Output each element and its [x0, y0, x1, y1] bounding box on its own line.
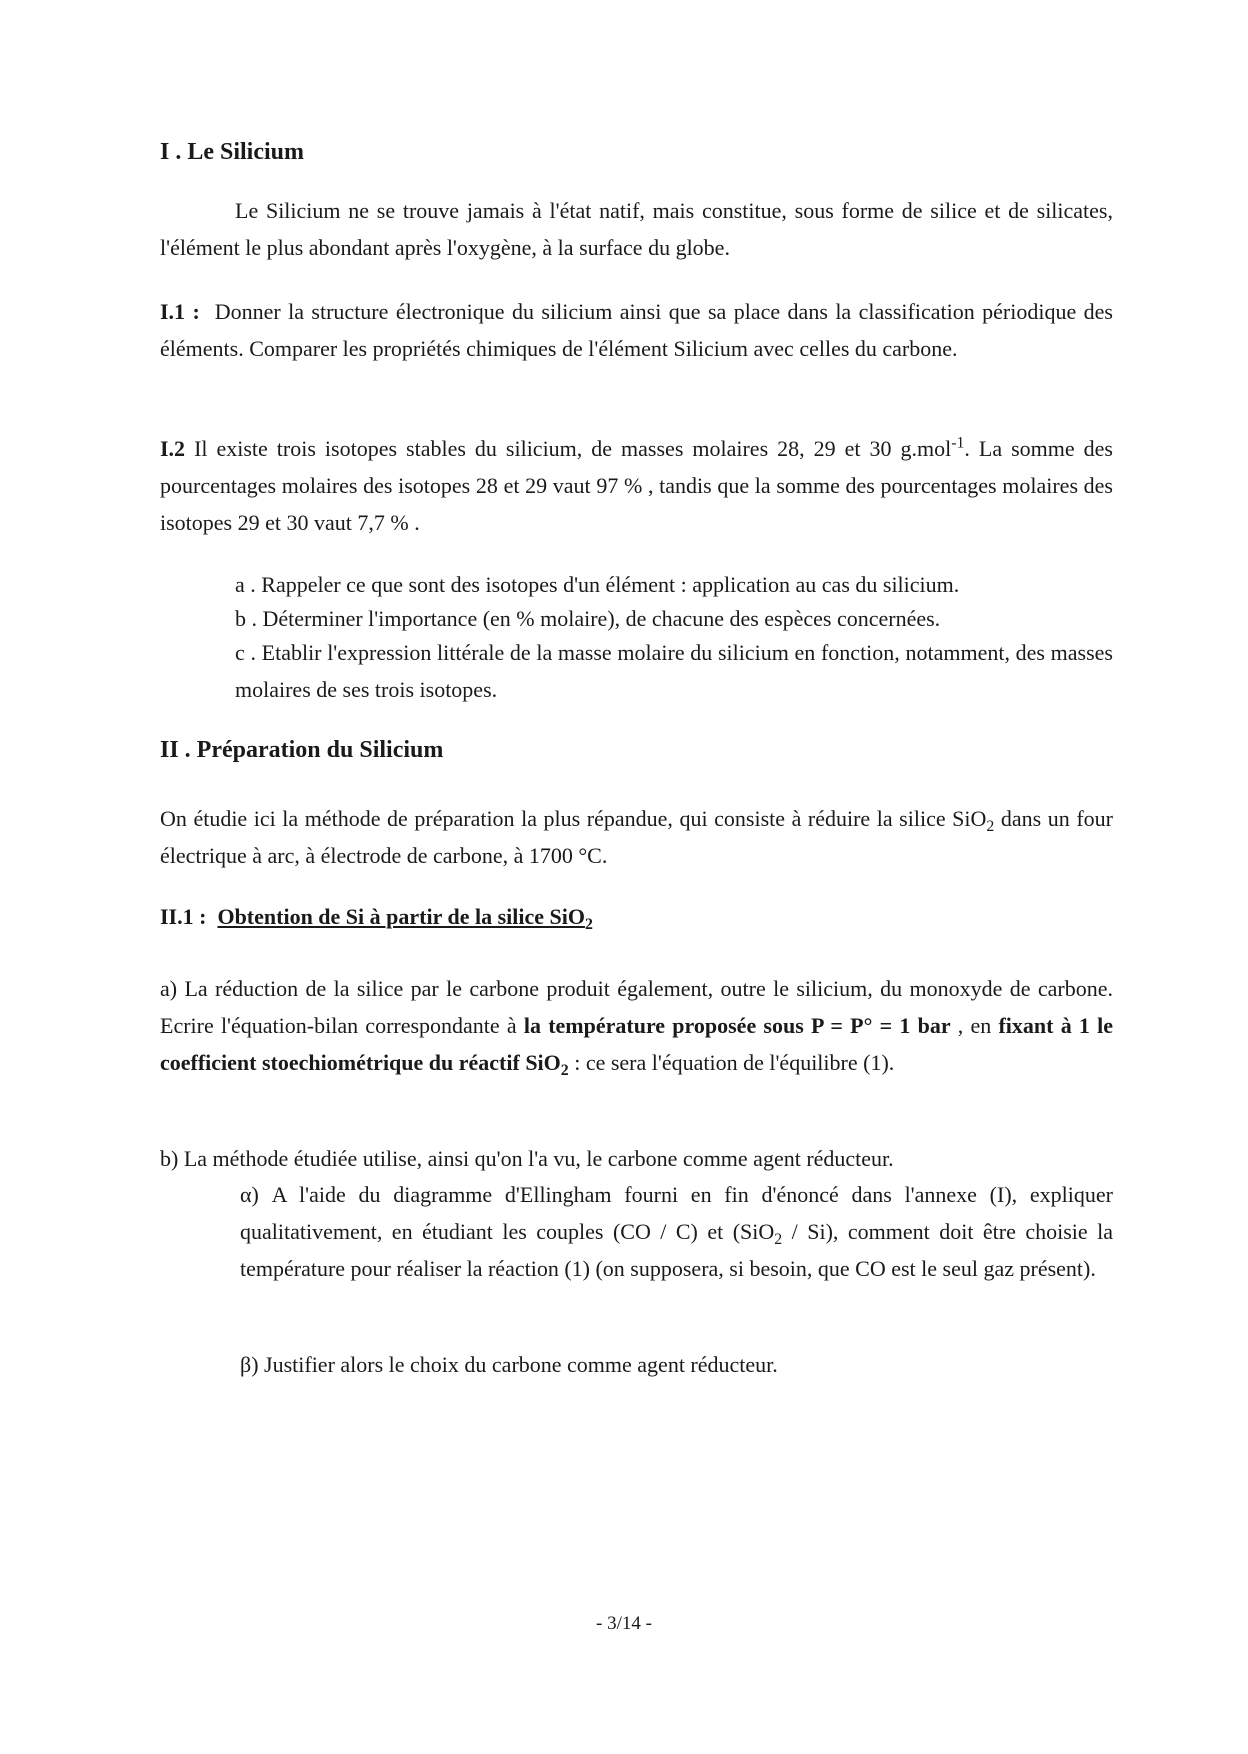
subsection-2-1-heading: [217, 904, 593, 933]
question-a-bold-b-text: fixant à 1 le coefficient stoechiométrique du réactif SiO: [160, 1013, 1113, 1075]
question-1-2-text-a: Il existe trois isotopes stables du silicium, de masses molaires 28, 29 et 30 g.mol: [194, 436, 952, 461]
question-1-1-label: I.1 :: [160, 299, 200, 324]
question-b-intro: b) La méthode étudiée utilise, ainsi qu'on l'a vu, le carbone comme agent réducteur.: [160, 1146, 894, 1171]
section-2-title: II . Préparation du Silicium: [160, 737, 444, 763]
question-b-alpha: [240, 1176, 1113, 1287]
item-a: a . Rappeler ce que sont des isotopes d'un élément : application au cas du silicium.: [235, 572, 960, 597]
question-1-2: [160, 430, 1113, 541]
section-1-intro: Le Silicium ne se trouve jamais à l'état natif, mais constitue, sous forme de silice et de silicates, l'élément le plus abondant après l'oxygène, à la surface du globe.: [160, 198, 1113, 260]
subsection-2-1-heading-subscript: 2: [584, 915, 593, 933]
question-1-2-exponent: -1: [951, 434, 965, 452]
question-1-2-label: I.2: [160, 436, 186, 461]
section-2-intro-a: On étudie ici la méthode de préparation la plus répandue, qui consiste à réduire la silice SiO: [160, 806, 987, 831]
subsection-2-1-title: [160, 898, 1113, 935]
question-b-alpha-a: α) A l'aide du diagramme d'Ellingham fourni en fin d'énoncé dans l'annexe (I), expliquer qualitativement, en étudiant les couples (CO / C) et (SiO: [240, 1182, 1113, 1244]
question-a: [160, 970, 1113, 1081]
question-a-bold-a: la température proposée sous P = P° = 1 bar: [523, 1013, 951, 1038]
question-b-alpha-subscript: 2: [774, 1230, 783, 1248]
question-a-bold-subscript: 2: [560, 1061, 569, 1079]
question-1-1-text: Donner la structure électronique du silicium ainsi que sa place dans la classification périodique des éléments. Comparer les propriétés chimiques de l'élément Silicium avec celles du carbone.: [160, 299, 1113, 361]
section-1-title: I . Le Silicium: [160, 139, 305, 165]
subsection-2-1-label: II.1 :: [160, 904, 207, 929]
page-number: - 3/14 -: [596, 1613, 652, 1634]
question-a-text-a: a) La réduction de la silice par le carbone produit également, outre le silicium, du monoxyde de carbone. Ecrire l'équation-bilan correspondante à: [160, 976, 1113, 1038]
section-2-intro-subscript: 2: [986, 817, 995, 835]
question-b-alpha-b: / Si), comment doit être choisie la température pour réaliser la réaction (1) (on supposera, si besoin, que CO est le seul gaz présent).: [240, 1219, 1113, 1281]
question-1-2-text-b: . La somme des pourcentages molaires des isotopes 28 et 29 vaut 97 % , tandis que la somme des pourcentages molaires des isotopes 29 et 30 vaut 7,7 % .: [160, 436, 1113, 535]
section-2-intro-b: dans un four électrique à arc, à électrode de carbone, à 1700 °C.: [160, 806, 1113, 868]
question-a-text-b: , en: [950, 1013, 999, 1038]
item-b: b . Déterminer l'importance (en % molaire), de chacune des espèces concernées.: [235, 606, 941, 631]
subsection-2-1-heading-text: Obtention de Si à partir de la silice SiO: [217, 904, 585, 929]
section-2-intro: [160, 800, 1113, 874]
question-a-text-c: : ce sera l'équation de l'équilibre (1).: [568, 1050, 895, 1075]
item-c: c . Etablir l'expression littérale de la masse molaire du silicium en fonction, notamment, des masses molaires de ses trois isotopes.: [235, 640, 1113, 702]
question-b-beta: β) Justifier alors le choix du carbone comme agent réducteur.: [240, 1352, 778, 1377]
question-1-1: [160, 293, 1113, 367]
